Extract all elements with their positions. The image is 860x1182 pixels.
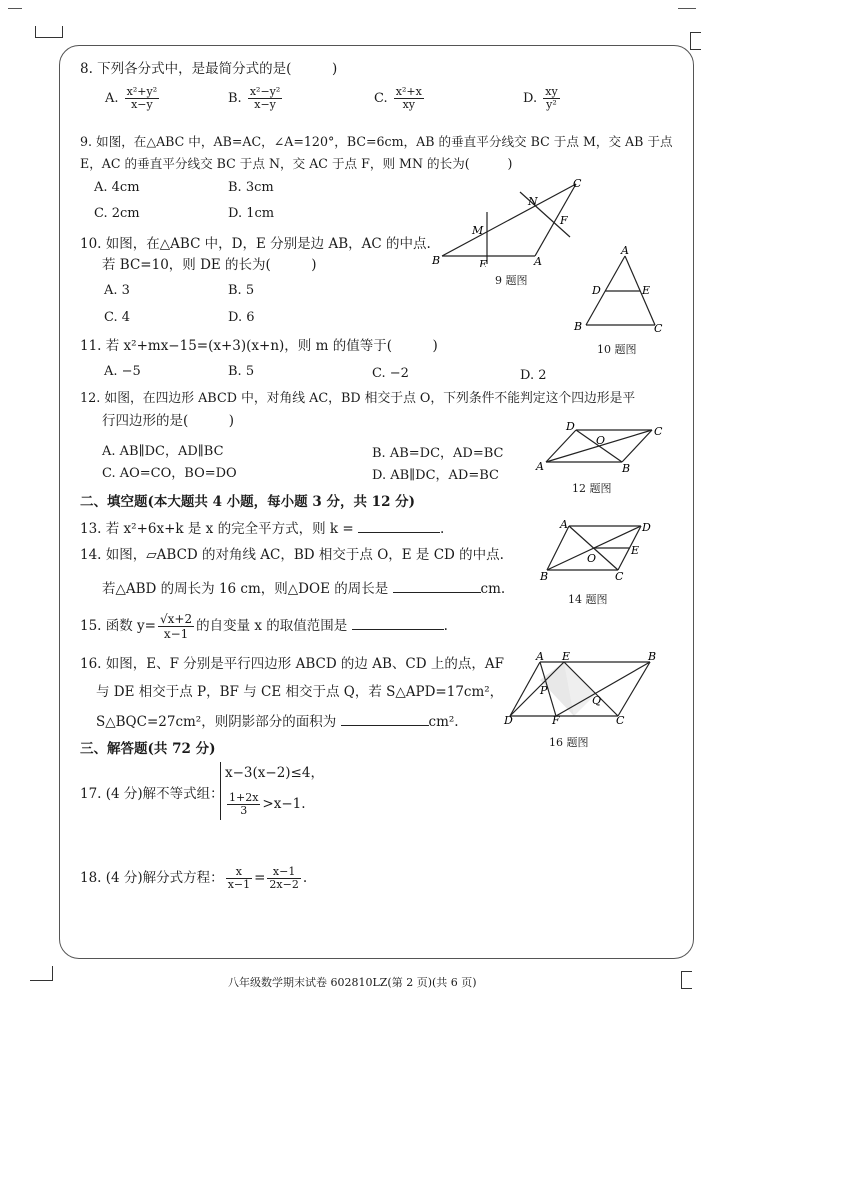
q18-left-fraction [226, 866, 252, 891]
q8-stem: 8. 下列各分式中，是最简分式的是( ) [80, 61, 338, 77]
q11-stem: 11. 若 x²+mx−15=(x+3)(x+n)，则 m 的值等于( ) [80, 338, 438, 354]
q16-unit: cm². [428, 714, 459, 730]
svg-text:E: E [562, 650, 571, 663]
q15-pre: 15. 函数 y= [80, 618, 156, 634]
q12-option-c: C. AO=CO，BO=DO [102, 466, 237, 481]
q13-stem [80, 518, 444, 538]
q15-answer-blank[interactable] [352, 615, 444, 630]
svg-text:C: C [654, 425, 663, 438]
q16-text: S△BQC=27cm²，则阴影部分的面积为 [96, 714, 337, 730]
svg-text:B: B [540, 570, 549, 583]
q9-option-d: D. 1cm [228, 206, 275, 221]
q8-a-num: x²+y² [126, 85, 158, 98]
q18-rden: 2x−2 [269, 878, 299, 891]
svg-text:B: B [574, 320, 583, 333]
q14-answer-blank[interactable] [393, 578, 481, 593]
q18-lden: x−1 [227, 878, 251, 891]
svg-text:Q: Q [592, 694, 602, 707]
q16-line1: 16. 如图，E、F 分别是平行四边形 ABCD 的边 AB、CD 上的点，AF [80, 656, 504, 672]
q9-option-c: C. 2cm [94, 206, 140, 221]
q17-inequality-2 [225, 792, 306, 817]
svg-text:C: C [616, 714, 625, 725]
q14-line1: 14. 如图，▱ABCD 的对角线 AC，BD 相交于点 O，E 是 CD 的中点. [80, 547, 504, 563]
corner-dash-top-left [8, 8, 22, 9]
svg-text:F: F [552, 714, 560, 725]
q11-option-b: B. 5 [228, 364, 255, 379]
q18-pre: 18. (4 分)解分式方程： [80, 870, 224, 886]
svg-text:E: E [642, 284, 651, 297]
corner-dash-top-right [678, 8, 696, 9]
q11-option-c: C. −2 [372, 366, 409, 381]
svg-text:O: O [587, 552, 597, 565]
svg-text:A: A [534, 255, 542, 267]
q10-figure [570, 242, 670, 337]
section-3-heading: 三、解答题(共 72 分) [80, 741, 216, 757]
q8-a-label: A. [105, 91, 119, 106]
section-2-heading: 二、填空题(本大题共 4 小题，每小题 3 分，共 12 分) [80, 494, 416, 510]
corner-mark-top-left [35, 26, 63, 38]
q8-option-b [228, 86, 284, 111]
svg-text:A: A [621, 244, 629, 257]
q12-line2: 行四边形的是( ) [102, 413, 235, 429]
svg-text:D: D [642, 521, 651, 534]
q15-den: x−1 [163, 627, 189, 641]
q16-line3 [96, 711, 459, 731]
q8-b-den: x−y [254, 98, 276, 111]
q15-stem [80, 612, 448, 641]
q17-num: 1+2x [229, 791, 259, 804]
q15-end: . [443, 618, 448, 634]
q18-stem [80, 866, 307, 891]
q12-caption: 12 题图 [572, 482, 612, 495]
q10-option-b: B. 5 [228, 283, 255, 298]
q17-ineq2-tail: >x−1. [262, 796, 306, 812]
svg-text:O: O [596, 434, 606, 447]
q16-figure [500, 650, 665, 725]
q13-answer-blank[interactable] [358, 518, 440, 533]
svg-text:D: D [592, 284, 601, 297]
q18-end: . [302, 870, 308, 886]
corner-mark-bottom-left [30, 966, 53, 981]
svg-text:D: D [566, 420, 575, 433]
q16-line2: 与 DE 相交于点 P，BF 与 CE 相交于点 Q，若 S△APD=17cm²， [96, 684, 504, 700]
q11-option-a: A. −5 [104, 364, 141, 379]
q11-option-d: D. 2 [520, 368, 547, 383]
q12-figure [530, 418, 670, 476]
q10-line1: 10. 如图，在△ABC 中，D，E 分别是边 AB，AC 的中点. [80, 236, 431, 252]
q17-fraction [227, 792, 260, 817]
q8-d-num: xy [545, 85, 558, 98]
q8-option-a [105, 86, 161, 111]
svg-text:A: A [560, 518, 568, 531]
svg-text:B: B [432, 254, 441, 267]
svg-text:N: N [528, 195, 538, 208]
svg-text:B: B [648, 650, 657, 663]
corner-mark-top-right [690, 32, 701, 50]
q14-line2 [102, 578, 505, 598]
q15-post: 的自变量 x 的取值范围是 [196, 618, 348, 634]
svg-text:E: E [479, 258, 488, 267]
q10-option-d: D. 6 [228, 310, 255, 325]
q16-answer-blank[interactable] [341, 711, 429, 726]
q18-eq: = [254, 870, 266, 886]
q8-option-d [523, 86, 562, 111]
svg-text:A: A [536, 460, 544, 473]
q18-rnum: x−1 [267, 866, 300, 879]
q12-option-b: B. AB=DC，AD=BC [372, 446, 504, 461]
q14-caption: 14 题图 [568, 593, 608, 606]
q12-option-a: A. AB∥DC，AD∥BC [102, 444, 224, 459]
q8-c-num: x²+x [395, 85, 422, 98]
q9-option-a: A. 4cm [94, 180, 140, 195]
q13-text: 13. 若 x²+6x+k 是 x 的完全平方式，则 k = [80, 521, 354, 537]
q10-option-c: C. 4 [104, 310, 131, 325]
q10-line2: 若 BC=10，则 DE 的长为( ) [102, 257, 317, 273]
q15-num: √x+2 [160, 612, 193, 626]
q18-right-fraction [267, 866, 300, 891]
q9-line1: 9. 如图，在△ABC 中，AB=AC，∠A=120°，BC=6cm，AB 的垂直平分线交 BC 于点 M，交 AB 于点 [80, 134, 673, 149]
q16-caption: 16 题图 [549, 736, 589, 749]
q8-d-label: D. [523, 91, 538, 106]
svg-text:P: P [540, 684, 548, 697]
q10-option-a: A. 3 [104, 283, 130, 298]
q8-d-fraction [543, 86, 559, 111]
svg-text:C: C [573, 177, 582, 190]
svg-text:E: E [631, 544, 640, 557]
svg-text:M: M [472, 224, 484, 237]
q17-brace [220, 762, 221, 820]
q8-b-fraction [248, 86, 282, 111]
q8-a-den: x−y [131, 98, 153, 111]
q8-b-num: x²−y² [249, 85, 281, 98]
svg-text:F: F [560, 214, 568, 227]
q14-text: 若△ABD 的周长为 16 cm，则△DOE 的周长是 [102, 581, 389, 597]
q9-line2: E，AC 的垂直平分线交 BC 于点 N，交 AC 于点 F，则 MN 的长为( ) [80, 156, 513, 171]
q13-end: . [439, 521, 445, 537]
q14-figure [535, 516, 660, 588]
q8-b-label: B. [228, 91, 242, 106]
q9-caption: 9 题图 [495, 274, 528, 287]
svg-text:B: B [622, 462, 631, 475]
svg-text:A: A [536, 650, 544, 663]
corner-mark-bottom-right [681, 971, 692, 989]
q12-option-d: D. AB∥DC，AD=BC [372, 468, 499, 483]
q18-lnum: x [226, 866, 252, 879]
q9-option-b: B. 3cm [228, 180, 274, 195]
q8-a-fraction [125, 86, 159, 111]
q8-c-den: xy [402, 98, 415, 111]
q10-caption: 10 题图 [597, 343, 637, 356]
q12-line1: 12. 如图，在四边形 ABCD 中，对角线 AC，BD 相交于点 O，下列条件不能判定这个四边形是平 [80, 391, 636, 406]
svg-text:C: C [654, 322, 663, 335]
q17-inequality-1: x−3(x−2)≤4， [225, 765, 324, 781]
svg-text:C: C [615, 570, 624, 583]
q15-fraction [158, 612, 194, 641]
page-footer: 八年级数学期末试卷 602810LZ(第 2 页)(共 6 页) [228, 976, 477, 989]
q8-d-den: y² [546, 98, 557, 111]
q8-c-label: C. [374, 91, 388, 106]
svg-text:D: D [504, 714, 513, 725]
q17-stem: 17. (4 分)解不等式组： [80, 786, 224, 802]
q8-c-fraction [394, 86, 424, 111]
q17-den: 3 [240, 804, 248, 817]
q14-unit: cm. [480, 581, 506, 597]
q8-option-c [374, 86, 426, 111]
